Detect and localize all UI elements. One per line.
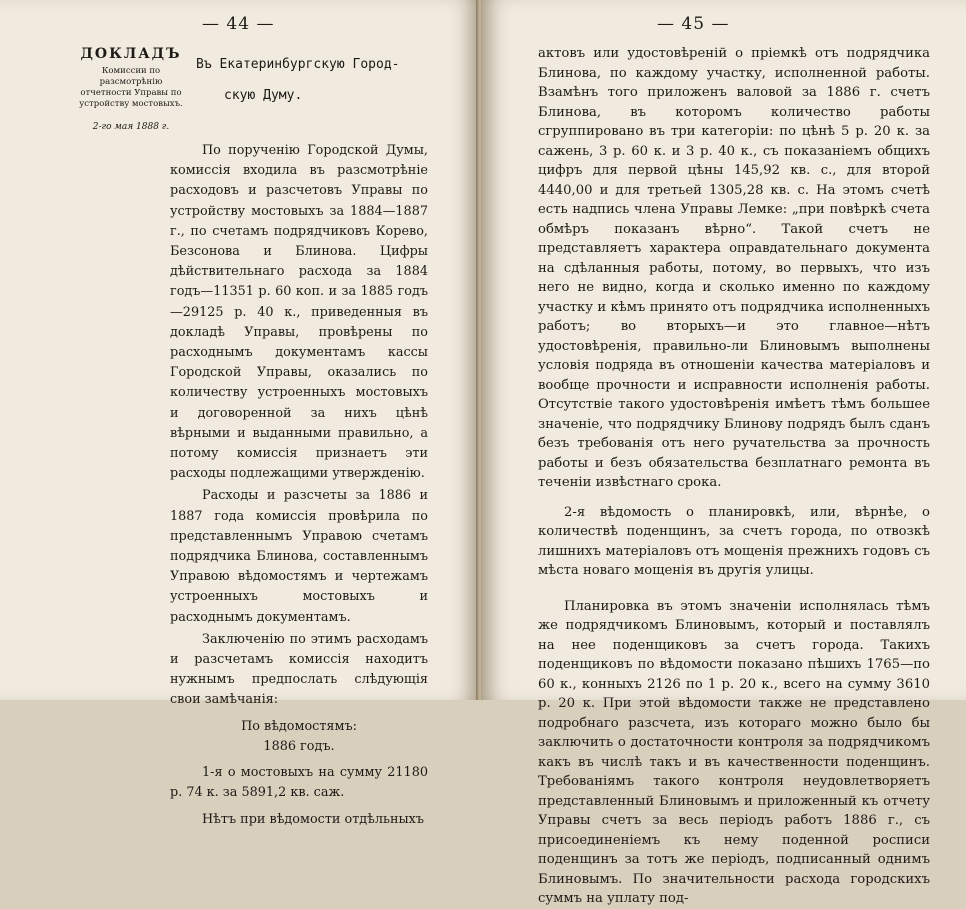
paragraph: Заключенію по этимъ расходамъ и разсчетамъ комиссія находитъ нужнымъ предпослать слѣдующія свои замѣчанія: — [170, 631, 428, 708]
addressee-line-1: Въ Екатеринбургскую Город- — [196, 57, 400, 72]
page-number-left: — 44 — — [202, 14, 275, 34]
paragraph: Планировка въ этомъ значеніи исполнялась тѣмъ же подрядчикомъ Блиновымъ, который и поставлялъ на нее поденщиковъ за счетъ города. Такихъ поденщиковъ по вѣдомости показано пѣшихъ 1765—по 60 к., конныхъ 2126 по 1 р. 20 к., всего на сумму 3610 р. 20 к. При этой вѣдомости также не представлено подробнаго разсчета, изъ котораго можно было бы заключить о достаточности контроля за подрядчикомъ какъ въ числѣ такъ и въ качественности поденщинъ. Требованіямъ такого контроля неудовлетворяетъ представленный Блиновымъ и приложенный къ отчету Управы счетъ за весь періодъ работъ 1886 г., съ присоединеніемъ къ нему поденной росписи поденщинъ за тотъ же періодъ, подписанный однимъ Блиновымъ. По значительности расхода городскихъ суммъ на уплату под- — [538, 598, 930, 906]
paragraph: По порученію Городской Думы, комиссія входила въ разсмотрѣніе расходовъ и разсчетовъ Управы по устройству мостовыхъ за 1884—1887 г., по счетамъ подрядчиковъ Корево, Безсонова и Блинова. Цифры дѣйствительнаго расхода за 1884 годъ—11351 р. 60 коп. и за 1885 годъ—29125 р. 40 к., приведенныя въ докладѣ Управы, провѣрены по расходнымъ документамъ кассы Городской Управы, оказались по количеству устроенныхъ мостовыхъ и договоренной за нихъ цѣнѣ вѣрными и выданными правильно, а потому комиссія признаетъ эти расходы подлежащими утвержденію. — [170, 143, 428, 482]
left-page — [0, 0, 478, 827]
paragraph: актовъ или удостовѣреній о пріемкѣ отъ подрядчика Блинова, по каждому участку, исполненной работы. Взамѣнъ того приложенъ валовой за 1886 г. счетъ Блинова, въ которомъ количество работы сгруппировано въ три категоріи: по цѣнѣ 5 р. 20 к. за сажень, 3 р. 60 к. и 3 р. 40 к., съ показаніемъ общихъ цифръ для первой цѣны 145,92 кв. с., для второй 4440,00 и для третьей 1305,28 кв. с. На этомъ счетѣ есть надпись члена Управы Лемке: „при повѣркѣ счета обмѣръ показанъ вѣрно“. Такой счетъ не представляетъ характера оправдательнаго документа на сдѣланныя работы, потому, во первыхъ, что изъ него не видно, когда и сколько именно по каждому участку и кѣмъ принято отъ подрядчика исполненныхъ работъ; во вторыхъ—и это главное—нѣтъ удостовѣренія, правильно-ли Блиновымъ выполнены условія подряда въ отношеніи качества матеріаловъ и вообще прочности и исправности исполненія работы. Отсутствіе такого удостовѣренія имѣетъ тѣмъ большее значеніе, что подрядчику Блинову подрядъ былъ сданъ безъ требованія отъ него ручательства за прочность работы и безъ обязательства безплатнаго ремонта въ теченіи извѣстнаго срока. — [538, 46, 930, 490]
report-heading: ДОКЛАДЪ — [80, 46, 182, 62]
paragraph-continued: Нѣтъ при вѣдомости отдѣльныхъ — [202, 811, 425, 827]
section-title: По вѣдомостямъ: — [241, 718, 357, 734]
paragraph: 2-я вѣдомость о планировкѣ, или, вѣрнѣе, о количествѣ поденщинъ, за счетъ города, по отвозкѣ лишнихъ матеріаловъ отъ мощенія прежнихъ годовъ съ мѣста новаго мощенія въ другія улицы. — [538, 504, 930, 578]
right-page — [482, 0, 966, 906]
report-subheading: Комиссии по разсмотрѣнію отчетности Управы по устройству мостовыхъ. — [79, 66, 183, 109]
report-header — [76, 46, 186, 132]
addressee — [196, 49, 436, 111]
section-year: 1886 годъ. — [263, 738, 335, 754]
page-number-right: — 45 — — [657, 14, 730, 34]
paragraph: Расходы и разсчеты за 1886 и 1887 года комиссія провѣрила по представленнымъ Управою счетамъ подрядчика Блинова, составленнымъ Управою вѣдомостямъ и чертежамъ устроенныхъ мостовыхъ и расходнымъ документамъ. — [170, 488, 428, 625]
addressee-line-2: скую Думу. — [224, 88, 303, 103]
left-text-column — [170, 141, 428, 830]
right-text-column — [538, 44, 930, 909]
item-paragraph: 1-я о мостовыхъ на сумму 21180 р. 74 к. за 5891,2 кв. саж. — [170, 765, 428, 801]
report-date: 2-го мая 1888 г. — [92, 122, 170, 132]
